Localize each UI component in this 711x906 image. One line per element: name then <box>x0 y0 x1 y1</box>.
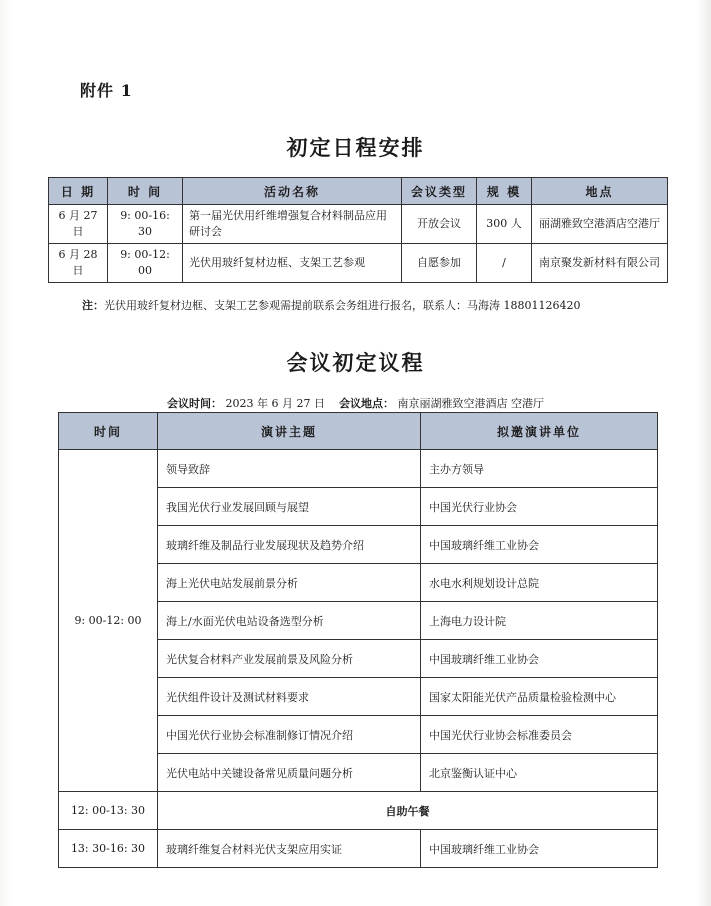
header-date: 日 期 <box>49 178 108 205</box>
agenda-org: 中国玻璃纤维工业协会 <box>421 830 658 868</box>
meeting-place-label: 会议地点： <box>338 397 394 410</box>
header-topic: 演讲主题 <box>158 413 421 450</box>
lunch-time: 12: 00-13: 30 <box>59 792 158 830</box>
row-date: 6 月 28 日 <box>49 244 108 283</box>
agenda-topic: 我国光伏行业发展回顾与展望 <box>158 488 421 526</box>
header-type: 会议类型 <box>402 178 477 205</box>
meeting-place-value: 南京丽湖雅致空港酒店 空港厅 <box>397 397 544 410</box>
row-location: 南京聚发新材料有限公司 <box>532 244 668 283</box>
agenda-topic: 领导致辞 <box>158 450 421 488</box>
row-time: 9: 00-16: 30 <box>108 205 183 244</box>
agenda-header-row <box>59 413 658 450</box>
agenda-meta <box>0 395 711 411</box>
row-time: 9: 00-12: 00 <box>108 244 183 283</box>
schedule-table <box>48 177 668 283</box>
agenda-org: 北京鉴衡认证中心 <box>421 754 658 792</box>
agenda-topic: 光伏电站中关键设备常见质量问题分析 <box>158 754 421 792</box>
agenda-topic: 海上光伏电站发展前景分析 <box>158 564 421 602</box>
agenda-org: 中国玻璃纤维工业协会 <box>421 640 658 678</box>
agenda-topic: 光伏组件设计及测试材料要求 <box>158 678 421 716</box>
header-location: 地点 <box>532 178 668 205</box>
header-time: 时 间 <box>108 178 183 205</box>
agenda-topic: 光伏复合材料产业发展前景及风险分析 <box>158 640 421 678</box>
agenda-org: 上海电力设计院 <box>421 602 658 640</box>
table-row <box>59 792 658 830</box>
agenda-table <box>58 412 658 868</box>
row-scale: / <box>477 244 532 283</box>
table-row <box>59 450 658 488</box>
agenda-title: 会议初定议程 <box>286 350 425 375</box>
attachment-label: 附件 1 <box>80 81 133 100</box>
agenda-topic: 玻璃纤维复合材料光伏支架应用实证 <box>158 830 421 868</box>
row-date: 6 月 27 日 <box>49 205 108 244</box>
agenda-org: 中国光伏行业协会标准委员会 <box>421 716 658 754</box>
agenda-org: 主办方领导 <box>421 450 658 488</box>
afternoon-time: 13: 30-16: 30 <box>59 830 158 868</box>
agenda-org: 中国光伏行业协会 <box>421 488 658 526</box>
header-scale: 规 模 <box>477 178 532 205</box>
agenda-topic: 中国光伏行业协会标准制修订情况介绍 <box>158 716 421 754</box>
header-time: 时间 <box>59 413 158 450</box>
row-activity: 第一届光伏用纤维增强复合材料制品应用研讨会 <box>183 205 402 244</box>
row-type: 自愿参加 <box>402 244 477 283</box>
note-text: 光伏用玻纤复材边框、支架工艺参观需提前联系会务组进行报名，联系人：马海涛 18801126420 <box>104 299 581 312</box>
row-location: 丽湖雅致空港酒店空港厅 <box>532 205 668 244</box>
row-activity: 光伏用玻纤复材边框、支架工艺参观 <box>183 244 402 283</box>
table-row <box>49 205 668 244</box>
header-activity: 活动名称 <box>183 178 402 205</box>
meeting-time-value: 2023 年 6 月 27 日 <box>225 397 325 410</box>
table-row <box>49 244 668 283</box>
note-label: 注： <box>82 299 104 312</box>
agenda-org: 水电水利规划设计总院 <box>421 564 658 602</box>
agenda-org: 国家太阳能光伏产品质量检验检测中心 <box>421 678 658 716</box>
agenda-topic: 玻璃纤维及制品行业发展现状及趋势介绍 <box>158 526 421 564</box>
schedule-title: 初定日程安排 <box>286 135 425 160</box>
lunch-label: 自助午餐 <box>158 792 658 830</box>
schedule-note <box>82 297 580 313</box>
agenda-topic: 海上/水面光伏电站设备选型分析 <box>158 602 421 640</box>
morning-time: 9: 00-12: 00 <box>59 450 158 792</box>
row-scale: 300 人 <box>477 205 532 244</box>
schedule-header-row <box>49 178 668 205</box>
row-type: 开放会议 <box>402 205 477 244</box>
header-organization: 拟邀演讲单位 <box>421 413 658 450</box>
meeting-time-label: 会议时间： <box>167 397 222 410</box>
table-row <box>59 830 658 868</box>
agenda-org: 中国玻璃纤维工业协会 <box>421 526 658 564</box>
